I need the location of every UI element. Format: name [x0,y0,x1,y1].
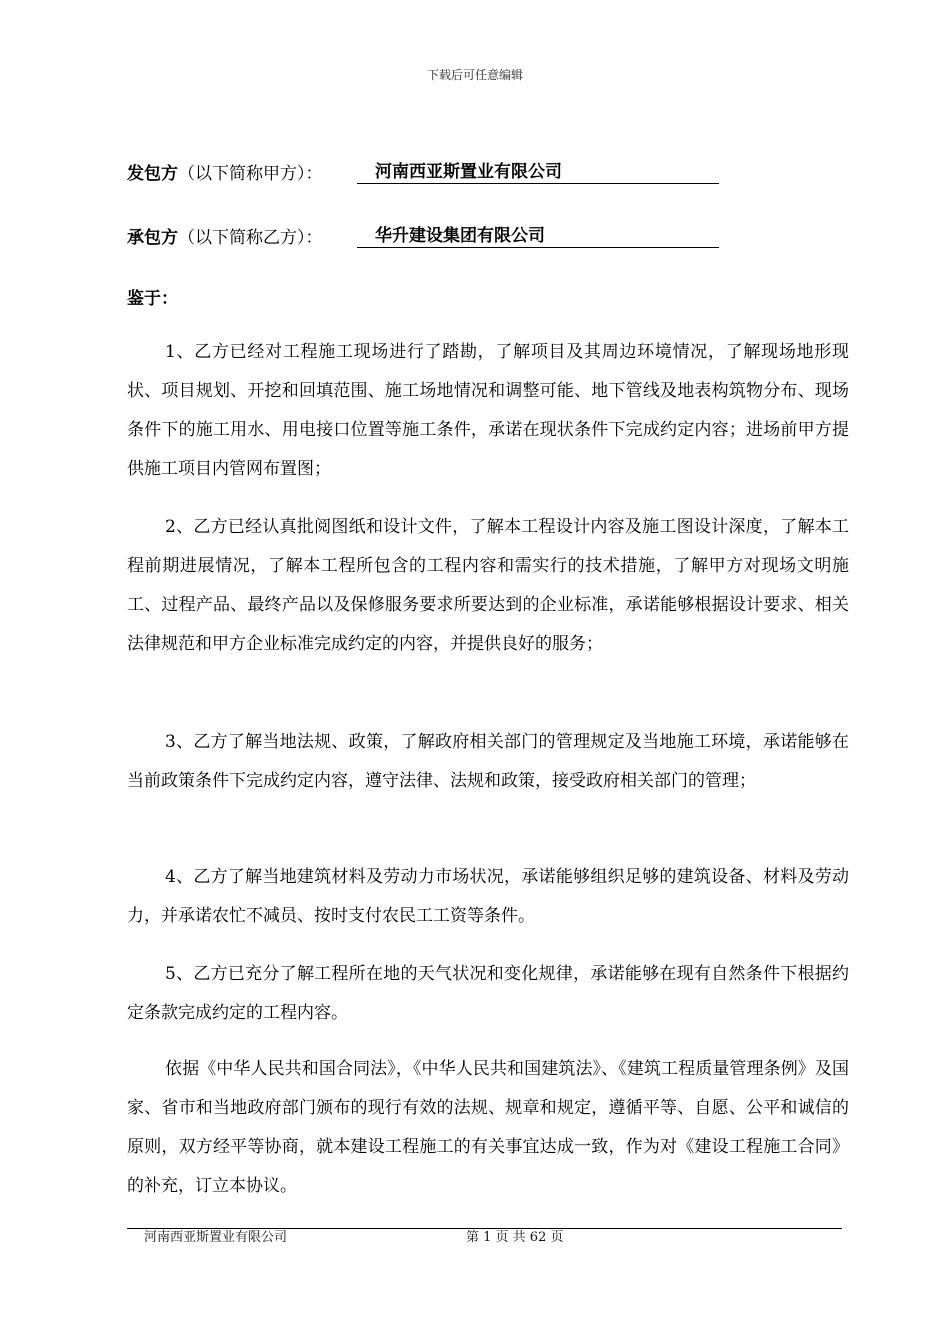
party-a-line [127,161,562,187]
footer-company: 河南西亚斯置业有限公司 [144,1230,288,1245]
party-b-line [127,225,545,251]
clause-5-paragraph: 5、乙方已充分了解工程所在地的天气状况和变化规律，承诺能够在现有自然条件下根据约定条款完成约定的工程内容。 [127,964,849,1023]
party-b-company: 华升建设集团有限公司 [357,225,719,248]
party-a-description: （以下简称甲方）： [178,164,323,184]
clause-1-paragraph: 1、乙方已经对工程施工现场进行了踏勘，了解项目及其周边环境情况，了解现场地形现状、项目规划、开挖和回填范围、施工场地情况和调整可能、地下管线及地表构筑物分布、现场条件下的施工用水、用电接口位置等施工条件，承诺在现状条件下完成约定内容；进场前甲方提供施工项目内管网布置图； [127,342,849,479]
whereas-heading: 鉴于： [127,289,178,309]
clause-4-paragraph: 4、乙方了解当地建筑材料及劳动力市场状况，承诺能够组织足够的建筑设备、材料及劳动力，并承诺农忙不减员、按时支付农民工工资等条件。 [127,867,849,926]
party-a-company: 河南西亚斯置业有限公司 [357,161,719,184]
party-b-role: 承包方 [127,228,178,248]
clause-3-paragraph: 3、乙方了解当地法规、政策，了解政府相关部门的管理规定及当地施工环境，承诺能够在当前政策条件下完成约定内容，遵守法律、法规和政策，接受政府相关部门的管理； [127,732,849,791]
party-b-description: （以下简称乙方）： [178,228,323,248]
header-note: 下载后可任意编辑 [426,68,523,82]
party-a-role: 发包方 [127,164,178,184]
basis-paragraph: 依据《中华人民共和国合同法》，《中华人民共和国建筑法》、《建筑工程质量管理条例》及国家、省市和当地政府部门颁布的现行有效的法规、规章和规定，遵循平等、自愿、公平和诚信的原则，双方经平等协商，就本建设工程施工的有关事宜达成一致，作为对《建设工程施工合同》的补充，订立本协议。 [127,1059,849,1196]
clause-2-paragraph: 2、乙方已经认真批阅图纸和设计文件，了解本工程设计内容及施工图设计深度，了解本工程前期进展情况，了解本工程所包含的工程内容和需实行的技术措施，了解甲方对现场文明施工、过程产品、最终产品以及保修服务要求所要达到的企业标准，承诺能够根据设计要求、相关法律规范和甲方企业标准完成约定的内容，并提供良好的服务； [127,517,849,654]
footer-page-number: 第 1 页 共 62 页 [466,1230,564,1245]
